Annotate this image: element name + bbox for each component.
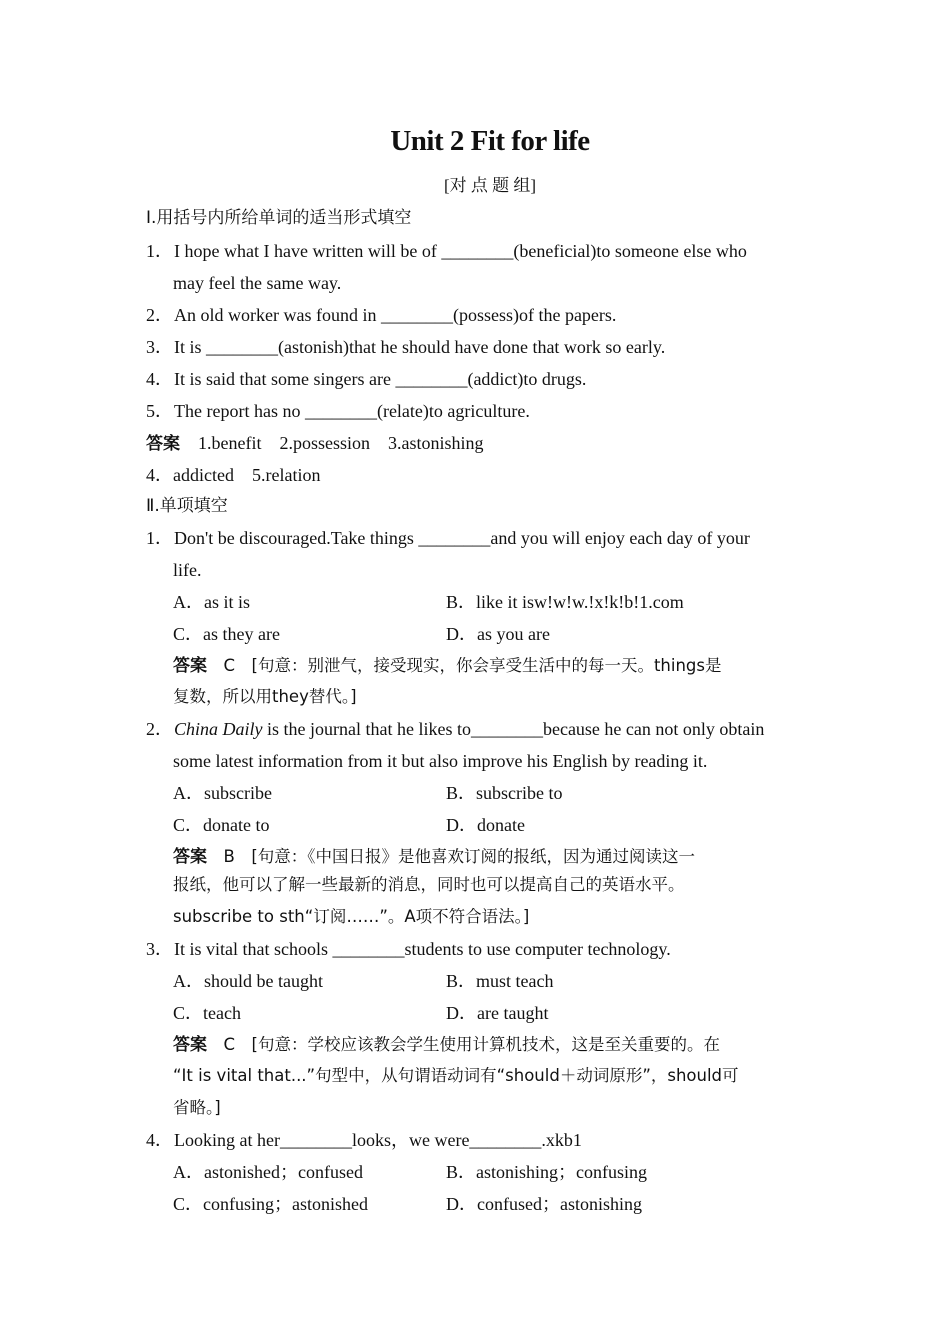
s1-item-5 <box>146 399 530 423</box>
s2-q3-answer-label: 答案 <box>173 1035 207 1055</box>
s1-item-2-num: 2． <box>146 305 173 325</box>
s1-item-5-text: The report has no ________(relate)to agriculture. <box>174 401 530 421</box>
s2-q2-answer-label: 答案 <box>173 847 207 867</box>
s1-item-1-num: 1． <box>146 241 173 261</box>
s2-q4-option-b: B．astonishing；confusing <box>446 1162 647 1182</box>
s1-answer-line1: 1.benefit 2.possession 3.astonishing <box>198 433 484 453</box>
s2-q1-option-b: B．like it isw!w!w.!x!k!b!1.com <box>446 592 684 612</box>
s1-item-3-text: It is ________(astonish)that he should have done that work so early. <box>174 337 666 357</box>
s2-q2-line1: is the journal that he likes to________because he can not only obtain <box>262 719 765 739</box>
s1-item-1-text: I hope what I have written will be of ________(beneficial)to someone else who <box>174 241 747 261</box>
section1-heading: Ⅰ.用括号内所给单词的适当形式填空 <box>146 208 412 228</box>
s2-q3-option-b: B．must teach <box>446 971 554 991</box>
s2-q2-option-b: B．subscribe to <box>446 783 563 803</box>
page-title: Unit 2 Fit for life <box>390 125 590 157</box>
s2-q4-num: 4． <box>146 1130 173 1150</box>
s2-q3-answer-line2: “It is vital that...”句型中，从句谓语动词有“should＋动词原形”，should可 <box>173 1066 739 1085</box>
s2-q4-line1: Looking at her________looks，we were________.xkb1 <box>174 1130 582 1150</box>
s2-q1-option-a: A．as it is <box>173 592 251 612</box>
s2-q3-line1: It is vital that schools ________students to use computer technology. <box>174 939 671 959</box>
s1-item-1 <box>146 239 747 263</box>
s2-q3-answer-line1: C [句意：学校应该教会学生使用计算机技术，这是至关重要的。在 <box>207 1035 720 1054</box>
s2-q2-line2: some latest information from it but also improve his English by reading it. <box>173 751 708 771</box>
s1-answer <box>146 431 484 456</box>
s2-q2-answer <box>173 844 695 869</box>
s2-q2-option-a: A．subscribe <box>173 783 272 803</box>
s2-q1-option-c: C．as they are <box>173 624 280 644</box>
s2-q2-answer-line3: subscribe to sth“订阅……”。A项不符合语法。] <box>173 907 530 926</box>
s2-q2-answer-line2: 报纸，他可以了解一些最新的消息，同时也可以提高自己的英语水平。 <box>173 875 685 894</box>
s2-q3-option-d: D．are taught <box>446 1003 549 1023</box>
page-subtitle: [对 点 题 组] <box>443 176 537 195</box>
s1-item-3-num: 3． <box>146 337 173 357</box>
s2-q1-line1: Don't be discouraged.Take things ________and you will enjoy each day of your <box>174 528 750 548</box>
s2-q2-italic-title: China Daily <box>174 719 263 739</box>
section2-heading: Ⅱ.单项填空 <box>146 496 228 516</box>
s2-q4-option-a: A．astonished；confused <box>173 1162 363 1182</box>
s2-q1 <box>146 526 750 550</box>
s2-q4-option-c: C．confusing；astonished <box>173 1194 368 1214</box>
s2-q2-option-c: C．donate to <box>173 815 270 835</box>
s2-q3 <box>146 937 671 961</box>
s1-item-1-cont: may feel the same way. <box>173 273 342 293</box>
s2-q1-option-d: D．as you are <box>446 624 550 644</box>
s2-q3-num: 3． <box>146 939 173 959</box>
s2-q2-option-d: D．donate <box>446 815 525 835</box>
s2-q2 <box>146 717 764 741</box>
s1-answer-line2: 4．addicted 5.relation <box>146 465 321 485</box>
s1-item-4-num: 4． <box>146 369 173 389</box>
s2-q1-answer-line1: C [句意：别泄气，接受现实，你会享受生活中的每一天。things是 <box>207 656 722 675</box>
s2-q1-answer-label: 答案 <box>173 656 207 676</box>
s2-q4 <box>146 1128 582 1152</box>
s1-item-4-text: It is said that some singers are ________(addict)to drugs. <box>174 369 587 389</box>
s1-item-2-text: An old worker was found in ________(possess)of the papers. <box>174 305 617 325</box>
s2-q3-option-c: C．teach <box>173 1003 241 1023</box>
s1-item-3 <box>146 335 665 359</box>
s2-q1-answer-line2: 复数，所以用they替代。] <box>173 687 357 706</box>
s2-q3-option-a: A．should be taught <box>173 971 323 991</box>
s1-item-4 <box>146 367 586 391</box>
s2-q3-answer <box>173 1032 720 1057</box>
s2-q1-num: 1． <box>146 528 173 548</box>
s1-item-2 <box>146 303 616 327</box>
s2-q4-option-d: D．confused；astonishing <box>446 1194 642 1214</box>
s2-q3-answer-line3: 省略。] <box>173 1098 221 1117</box>
s1-item-5-num: 5． <box>146 401 173 421</box>
s2-q1-line2: life. <box>173 560 202 580</box>
s2-q2-answer-line1: B [句意：《中国日报》是他喜欢订阅的报纸，因为通过阅读这一 <box>207 847 696 866</box>
s2-q1-answer <box>173 653 722 678</box>
s1-answer-label: 答案 <box>146 434 180 454</box>
s2-q2-num: 2． <box>146 719 173 739</box>
